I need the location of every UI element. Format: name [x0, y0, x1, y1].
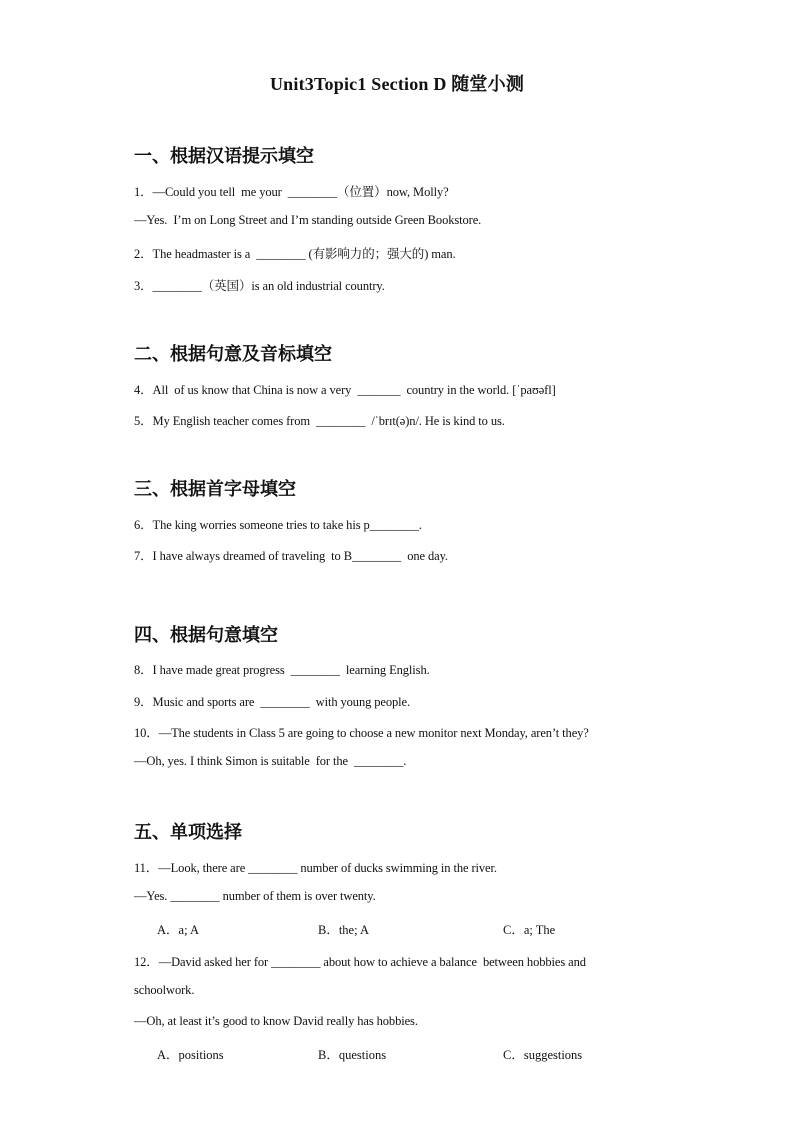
- question-10-answer: —Oh, yes. I think Simon is suitable for the ________.: [134, 754, 407, 768]
- section-heading-5: 五、单项选择: [134, 822, 242, 843]
- question-12-continued: schoolwork.: [134, 983, 195, 997]
- q11-option-c: C．a; The: [503, 923, 556, 937]
- q11-option-a: A．a; A: [157, 923, 200, 937]
- q11-option-b: B．the; A: [318, 923, 370, 937]
- question-8: 8．I have made great progress ________ learning English.: [134, 663, 430, 677]
- section-heading-2: 二、根据句意及音标填空: [134, 344, 332, 365]
- question-3: 3．________（英国）is an old industrial country.: [134, 279, 385, 293]
- question-1: 1．—Could you tell me your ________（位置）now, Molly?: [134, 185, 449, 199]
- q12-option-b: B．questions: [318, 1048, 387, 1062]
- question-6: 6．The king worries someone tries to take his p________.: [134, 518, 422, 532]
- section-heading-1: 一、根据汉语提示填空: [134, 146, 314, 167]
- question-12-reply: —Oh, at least it’s good to know David really has hobbies.: [134, 1014, 418, 1028]
- section-heading-3: 三、根据首字母填空: [134, 479, 296, 500]
- question-10: 10．—The students in Class 5 are going to choose a new monitor next Monday, aren’t they?: [134, 726, 589, 740]
- question-9: 9．Music and sports are ________ with young people.: [134, 695, 411, 709]
- question-7: 7．I have always dreamed of traveling to B________ one day.: [134, 549, 448, 563]
- question-11-reply: —Yes. ________ number of them is over twenty.: [134, 889, 376, 903]
- page-title: Unit3Topic1 Section D 随堂小测: [269, 74, 525, 94]
- question-11: 11．—Look, there are ________ number of ducks swimming in the river.: [134, 861, 497, 875]
- question-12: 12．—David asked her for ________ about how to achieve a balance between hobbies and: [134, 955, 586, 969]
- section-heading-4: 四、根据句意填空: [134, 625, 278, 646]
- question-1-answer: —Yes. I’m on Long Street and I’m standing outside Green Bookstore.: [134, 213, 482, 227]
- question-4: 4．All of us know that China is now a very _______ country in the world. [ˈpaʊəfl]: [134, 383, 556, 397]
- question-2: 2．The headmaster is a ________ (有影响力的；强大的) man.: [134, 247, 456, 261]
- question-5: 5．My English teacher comes from ________ /ˈbrɪt(ə)n/. He is kind to us.: [134, 414, 505, 428]
- q12-option-a: A．positions: [157, 1048, 224, 1062]
- q12-option-c: C．suggestions: [503, 1048, 583, 1062]
